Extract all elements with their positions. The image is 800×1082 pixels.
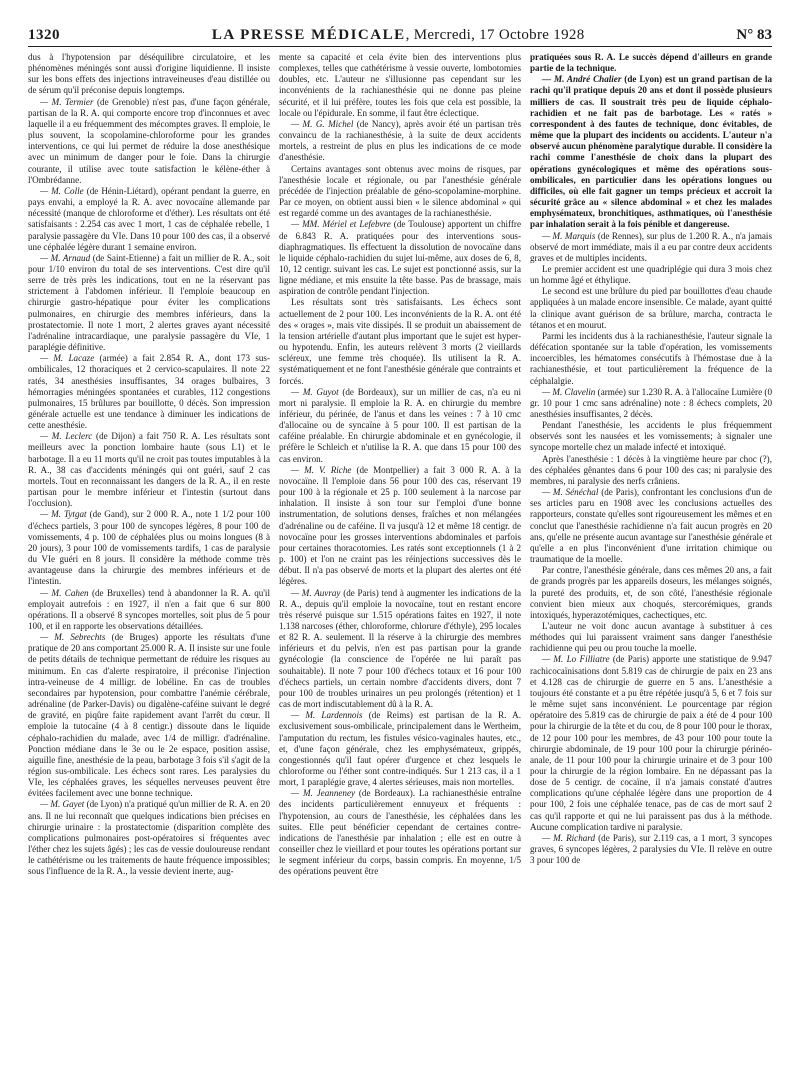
paragraph [279, 710, 521, 788]
paragraph-text: (de Bruges) apporte les résultats d'une pratique de 20 ans comportant 25.000 R. A. Il insiste sur une foule de petits détails de technique permettant de réduire les risques au minimum. En cas d'alerte respiratoire, il préconise l'injection intra-veineuse de 4 milligr. de lobéline. En cas de troubles secondaires par hypotension, pour combattre l'anémie cérébrale, adrénaline (de Parker-Davis) ou digalène-caféine suivant le degré de gravité, en piqûre faite rapidement avant l'arrêt du cœur. Il emploie la tutocaïne (4 à 8 centigr.) dissoute dans le liquide céphalo-rachidien du malade, avec 1/4 de milligr. d'adrénaline. Ponction médiane dans le 3e ou le 2e espace, position assise, aiguille fine, anesthésie de la peau, barbotage 3 fois s'il s'agit de la région sus-ombilicale. Les échecs sont rares. Les paralysies du VIe, les céphalées graves, les séquelles nerveuses peuvent être évitées facilement avec une bonne technique. [28, 632, 270, 799]
paragraph [279, 52, 521, 119]
journal-title: LA PRESSE MÉDICALE [211, 27, 406, 43]
paragraph-text: (de Gand), sur 2 000 R. A., note 1 1/2 pour 100 d'échecs partiels, 3 pour 100 de syncopes légères, 8 pour 100 de vomissements, 4 p. 100 de céphalées plus ou moins longues (8 à 20 jours), 3 pour 100 de vomissements tardifs, 1 cas de paralysie du VIe guéri en 8 jours. Il considère la méthode comme très avantageuse dans la chirurgie des membres inférieurs et de l'intestin. [28, 509, 270, 587]
paragraph-text: Par contre, l'anesthésie générale, dans ces mêmes 20 ans, a fait de grands progrès par les appareils doseurs, les mélanges soignés, la pureté des produits, et, de son côté, l'anesthésie régionale convient bien mieux aux choqués, stercorémiques, grands intoxiqués, hyperazotémiques, cachectiques, etc. [530, 565, 772, 620]
paragraph-text: (de Bordeaux). La rachianesthésie entraîne des incidents particulièrement ennuyeux et fréquents : l'hypotension, au cours de l'anesthésie, les céphalées dans les suites. Elle peut bénéficier cependant de certaines contre-indications de l'anesthésie par inhalation ; elle est en outre à conseiller chez le vieillard et pour toutes les opérations portant sur le segment inférieur du corps, bassin compris. En moyenne, 1/5 des opérations peuvent être [279, 788, 521, 877]
paragraph-text: Le premier accident est une quadriplégie qui dura 3 mois chez un homme âgé et éthylique. [530, 263, 772, 286]
paragraph [530, 286, 772, 331]
speaker-name: — M. Gayet [40, 799, 85, 810]
paragraph [279, 465, 521, 588]
paragraph [28, 799, 270, 877]
column-middle [279, 52, 521, 1072]
paragraph-text: L'auteur ne voit donc aucun avantage à substituer à ces méthodes qui lui paraissent vraiment sans danger l'anesthésie rachidienne qui peu ou prou touche la moelle. [530, 620, 772, 654]
speaker-name: — M. Auvray [291, 587, 341, 598]
issue-number: N° 83 [736, 27, 772, 43]
paragraph-text: (de Hénin-Liétard), opérant pendant la guerre, en pays envahi, a employé la R. A. avec novocaïne allemande par nécessité (manque de chloroforme et d'éther). Les résultats ont été satisfaisants : 2.254 cas avec 1 mort, 1 cas de céphalée rebelle, 1 paralysie passagère du VIe. Dans 10 pour 100 des cas, il a observé une céphalée légère durant 1 semaine environ. [28, 185, 270, 252]
paragraph [279, 164, 521, 220]
paragraph-text: dus à l'hypotension par déséquilibre circulatoire, et les phénomènes méningés sont aussi d'origine liquidienne. Il insiste sur les bons effets des injections intraveineuses d'eau distillée ou de sérum qu'il préconise depuis longtemps. [28, 52, 270, 96]
paragraph-text: Les résultats sont très satisfaisants. Les échecs sont actuellement de 2 pour 100. Les inconvénients de la R. A. ont été des « orages », mais vite dissipés. Il se produit un abaissement de la tension artérielle d'autant plus important que le sujet est hyper- ou hypotendu. Enfin, les auteurs relèvent 3 morts (2 vieillards scléreux, une femme très choquée). Ils utilisent la R. A. systématiquement et ne font l'anesthésie générale que contraints et forcés. [279, 297, 521, 386]
masthead [212, 27, 585, 44]
speaker-name: — M. Marquis [542, 230, 596, 241]
page-number: 1320 [28, 27, 60, 43]
paragraph [28, 353, 270, 431]
paragraph-text: Parmi les incidents dus à la rachianesthésie, l'auteur signale la défécation spontanée sur la table d'opération, les vomissements incoercibles, les hématomes consécutifs à l'hémostase due à la rachianesthésie, et tout particulièrement la fréquence de la céphalalgie. [530, 330, 772, 386]
paragraph-text: (de Bordeaux), sur un millier de cas, n'a eu ni mort ni paralysie. Il emploie la R. A. en chirurgie du membre inférieur, du périnée, de l'anus et dans les veines : 7 à 10 cmc d'allocaïne ou de syncaïne à 5 pour 100. Il est partisan de la caféine préalable. En chirurgie abdominale et en gynécologie, il préfère le Schleich et n'utilise la R. A. que dans 15 pour 100 des cas environ. [279, 386, 521, 464]
speaker-name: — M. Richard [542, 832, 596, 843]
paragraph [530, 621, 772, 654]
paragraph-text: Certains avantages sont obtenus avec moins de risques, par l'anesthésie locale et régionale, ou par l'anesthésie générale précédée de l'injection préalable de géno-scopolamine-morphine. Par ce moyen, on obtient aussi bien « le silence abdominal » qui est regardé comme un des avantages de la rachianesthésie. [279, 163, 521, 219]
speaker-name: — M. Lardennois [291, 710, 363, 721]
article-columns [28, 52, 772, 1072]
column-right [530, 52, 772, 1072]
paragraph-text: (de Paris), sur 2.119 cas, a 1 mort, 3 syncopes graves, 6 syncopes légères, 2 paralysies du VIe. Il relève en outre 3 pour 100 de [530, 832, 772, 866]
speaker-name: — M. Termier [40, 96, 94, 107]
speaker-name: — M. Arnaud [40, 252, 91, 263]
paragraph [28, 97, 270, 186]
paragraph-text: (de Paris), confrontant les conclusions d'un de ses articles paru en 1908 avec les conclusions actuelles des rapporteurs, constate qu'elles sont rigoureusement les mêmes et en conclut que l'anesthésie rachidienne n'a fait aucun progrès en 20 ans, qu'elle ne présente aucun avantage sur l'anesthésie générale et qu'elle a en plus l'inconvénient d'une irritation chimique ou traumatique de la moelle. [530, 487, 772, 565]
speaker-name: — M. Colle [40, 185, 84, 196]
paragraph-text: (armée) a fait 2.854 R. A., dont 173 sus-ombilicales, 12 thoraciques et 2 cervico-scapulaires. Il note 22 ratés, 34 anesthésies insuffisantes, 34 orages bulbaires, 3 hémorragies méningées spontanées et curables, 112 congestions pulmonaires, 15 brûlures par bouillotte, 0 décès. Son impression générale actuelle est une tendance à diminuer les indications de cette anesthésie. [28, 353, 270, 431]
paragraph-text: (de Grenoble) n'est pas, d'une façon générale, partisan de la R. A. qui comporte encore trop d'inconnues et avec laquelle il a eu fréquemment des mécomptes graves. Il emploie, le plus souvent, la scopolamine-chloroforme pour les grandes interventions, ce qui lui permet de réduire la dose anesthésique avec un minimum de danger pour le foie. Dans la chirurgie courante, il utilise avec toute satisfaction le kélène-éther à l'Ombrédanne. [28, 96, 270, 185]
speaker-name: — M. Leclerc [40, 431, 93, 442]
paragraph [279, 219, 521, 297]
paragraph-text: (de Bruxelles) tend à abandonner la R. A. qu'il employait autrefois : en 1927, il n'en a fait que 6 sur 800 opérations. Il a observé 8 syncopes mortelles, soit plus de 5 pour 100, et il en rapporte les observations détaillées. [28, 587, 270, 631]
paragraph-text: (de Paris) tend à augmenter les indications de la R. A., depuis qu'il emploie la novocaïne, tout en restant encore très réservé puisque sur 1.515 opérations faites en 1927, il note 1.138 narcoses (éther, chloroforme, chlorure d'éthyle), 295 locales et 82 R. A. seulement. Il la réserve à la chirurgie des membres inférieurs et du pelvis, n'en est pas partisan pour la grande gynécologie (la conscience de l'opérée ne lui paraît pas souhaitable). Il note 7 pour 100 d'échecs totaux et 16 pour 100 d'échecs partiels, un certain nombre d'accidents divers, dont 7 pour 100 de troubles urinaires un peu prolongés (rétention) et 1 cas de mort indiscutablement dû à la R. A. [279, 587, 521, 710]
paragraph-text: mente sa capacité et cela évite bien des interventions plus complexes, telles que cathétérisme à vessie ouverte, lombotomies doubles, etc. L'auteur ne s'illusionne pas cependant sur les inconvénients de la rachianesthésie qui ne donne pas pleine sécurité, et il lui préfère, toutes les fois que cela est possible, la locale ou l'épidurale. En somme, il faut être éclectique. [279, 52, 521, 118]
speaker-name: — M. Tytgat [40, 509, 87, 520]
speaker-name: — M. Lacaze [40, 353, 95, 364]
speaker-name: — M. Jeanneney [291, 788, 356, 799]
paragraph [530, 264, 772, 286]
paragraph-text: (de Lyon) n'a pratiqué qu'un millier de R. A. en 20 ans. Il ne lui reconnaît que quelques indications bien précises en chirurgie urinaire : la prostatectomie (disparition complète des complications pulmonaires post-opératoires si fréquentes avec l'éther chez les sujets âgés) ; les cas de vessie douloureuse rendant le cathétérisme ou les traitements de haute fréquence impossibles; sous l'influence de la R. A., la vessie devient inerte, aug- [28, 799, 270, 877]
paragraph-text: (de Nancy), après avoir été un partisan très convaincu de la rachianesthésie, à la suite de deux accidents mortels, a restreint de plus en plus les indications de ce mode d'anesthésie. [279, 118, 521, 163]
paragraph [279, 588, 521, 711]
paragraph-text: (de Rennes), sur plus de 1.200 R. A., n'a jamais observé de mort immédiate, mais il a eu par contre deux accidents graves et de multiples incidents. [530, 230, 772, 263]
paragraph [530, 565, 772, 621]
paragraph [279, 387, 521, 465]
paragraph-text: (de Dijon) a fait 750 R. A. Les résultats sont meilleurs avec la ponction lombaire haute (sous L1) et le barbotage. Il a eu 11 morts qu'il ne croit pas toutes imputables à la R. A., 38 cas d'accidents méningés qui ont guéri, sauf 2 cas mortels. Tout en reconnaissant les dangers de la R. A., il en reste partisan pour le membre inférieur et l'intestin (surtout dans l'occlusion). [28, 431, 270, 509]
paragraph-text: Pendant l'anesthésie, les accidents le plus fréquemment observés sont les nausées et les vomissements; à signaler une syncope mortelle chez un malade infecté et intoxiqué. [530, 420, 772, 453]
paragraph [530, 74, 772, 230]
issue-date: , Mercredi, 17 Octobre 1928 [405, 27, 585, 43]
paragraph [530, 420, 772, 453]
paragraph [530, 387, 772, 420]
speaker-name: — M. Sénéchal [542, 487, 599, 498]
speaker-name: — M. Cahen [40, 587, 89, 598]
speaker-name: — M. Guyot [291, 386, 339, 397]
speaker-name: — M. Lo Filliatre [542, 654, 610, 665]
paragraph-text: (de Montpellier) a fait 3 000 R. A. à la novocaïne. Il l'emploie dans 56 pour 100 des cas, réservant 19 pour 100 à la régionale et 25 p. 100 seulement à la narcose par inhalation. Il insiste à son tour sur l'emploi d'une bonne instrumentation, de solutions denses, fraîches et non mélangées d'adrénaline ou de caféine. Il va jusqu'à 12 et même 18 centigr. de novocaïne pour les grosses interventions abdominales et parfois pour certaines thoracotomies. Les ratés sont exceptionnels (1 à 2 p. 100) et l'on ne craint pas les réinjections successives dès le début. Il n'a pas observé de morts et la plupart des alertes ont été légères. [279, 464, 521, 587]
paragraph-text: (armée) sur 1.230 R. A. à l'allocaïne Lumière (0 gr. 10 pour 1 cmc sans adrénaline) note : 8 échecs complets, 20 anesthésies insuffisantes, 2 décès. [530, 386, 772, 419]
paragraph-text: (de Saint-Etienne) a fait un millier de R. A., soit pour 1/10 environ du total de ses interventions. C'est dire qu'il serre de très près les indications, tout en ne la réservant pas strictement à l'abdomen inférieur. Il l'emploie beaucoup en chirurgie gastro-hépatique pour éviter les complications pulmonaires, en chirurgie des membres inférieurs, dans la prostatectomie. Il note 1 mort, 2 alertes graves ayant nécessité l'adrénaline intracardiaque, une paralysie passagère du VIe, 1 paraplégie définitive. [28, 252, 270, 353]
paragraph [530, 833, 772, 866]
page-header [28, 22, 772, 47]
paragraph-text: (de Paris) apporte une statistique de 9.947 rachicocaïnisations dont 5.819 cas de chirurgie de paix en 23 ans et 4.128 cas de chirurgie de guerre en 5 ans. L'anesthésie a toujours été constante et a pu être répétée jusqu'à 5, 6 et 7 fois sur le même sujet sans inconvénient. Le pourcentage par région opératoire des 5.819 cas de chirurgie de paix a été de 4 pour 100 pour la chirurgie de la tête et du cou, de 8 pour 100 pour le thorax, de 12 pour 100 pour les membres, de 43 pour 100 pour toute la chirurgie abdominale, de 19 pour 100 pour la chirurgie périnéo-anale, de 11 pour 100 pour la chirurgie urinaire et de 3 pour 100 pour la chirurgie de la région lombaire. En ne dépassant pas la dose de 5 centigr. de cocaïne, il n'a jamais constaté d'autres complications qu'une céphalée légère dans une proportion de 4 pour 100, 2 fois une céphalée tenace, pas de cas de mort sauf 2 cas qu'il rapporte et qui ne lui paraissent pas dus à la méthode. Aucune complication tardive ni paralysie. [530, 654, 772, 832]
paragraph-text: (de Reims) est partisan de la R. A. exclusivement sous-ombilicale, principalement dans le Wertheim, l'amputation du rectum, les fistules vésico-vaginales hautes, etc., et, d'une façon générale, chez les emphysémateux, grippés, congestionnés qu'il faut opérer d'urgence et chez lesquels le chloroforme ou l'éther sont contre-indiqués. Sur 1 213 cas, il a 1 mort, 1 paraplégie grave, 4 alertes sérieuses, mais non mortelles. [279, 710, 521, 788]
paragraph-text: Le second est une brûlure du pied par bouillottes d'eau chaude appliquées à un malade encore insensible. Ce malade, ayant quitté la clinique avant guérison de sa brûlure, marcha, contracta le tétanos et en mourut. [530, 286, 772, 330]
paragraph-text: pratiquées sous R. A. Le succès dépend d'ailleurs en grande partie de la technique. [530, 52, 772, 74]
paragraph [28, 588, 270, 633]
column-left [28, 52, 270, 1072]
paragraph [28, 431, 270, 509]
paragraph [279, 788, 521, 877]
paragraph [530, 52, 772, 74]
paragraph [530, 487, 772, 565]
paragraph [28, 632, 270, 799]
speaker-name: — M. Sebrechts [40, 632, 106, 643]
paragraph [530, 231, 772, 264]
paragraph-text: (de Toulouse) apportent un chiffre de 6.843 R. A. pratiquées pour des interventions sous-diaphragmatiques. Ils effectuent la dissolution de novocaïne dans le liquide céphalo-rachidien du sujet lui-même, aux doses de 6, 8, 10, 12 centigr. suivant les cas. Le sujet est ponctionné assis, sur la ligne médiane, et mis ensuite la tête basse. Pas de brassage, mais aspiration de contrôle pendant l'injection. [279, 219, 521, 297]
speaker-name: — MM. Mériel et Lefebvre [291, 219, 391, 230]
paragraph [530, 654, 772, 833]
paragraph [28, 52, 270, 97]
paragraph [279, 297, 521, 386]
paragraph [279, 119, 521, 164]
speaker-name: — M. G. Michel [291, 118, 354, 129]
paragraph [530, 454, 772, 487]
paragraph [28, 509, 270, 587]
paragraph-text: (de Lyon) est un grand partisan de la rachi qu'il pratique depuis 20 ans et dont il possède plusieurs milliers de cas. Il soustrait très peu de liquide céphalo-rachidien et ne fait pas de barbotage. Les « ratés » correspondent à des fautes de technique, donc évitables, de même que la plupart des incidents ou accidents. L'auteur n'a observé aucun phénomène paralytique durable. Il considère la rachi comme l'anesthésie de choix dans la plupart des opérations gynécologiques et même des opérations sous-ombilicales, en particulier dans les opérations longues ou difficiles, où elle fait gagner un temps précieux et accroît la sécurité grâce au « silence abdominal » et chez les malades emphysémateux, bronchitiques, asthmatiques, où l'anesthésie par inhalation serait à la fois pénible et dangereuse. [530, 74, 772, 230]
speaker-name: — M. Clavelin [542, 386, 596, 397]
paragraph [530, 331, 772, 387]
paragraph [28, 253, 270, 353]
speaker-name: — M. V. Riche [291, 464, 352, 475]
speaker-name: — M. André Chalier [542, 74, 622, 85]
paragraph-text: Après l'anesthésie : 1 décès à la vingtième heure par choc (?), des céphalées gênantes dans 6 pour 100 des cas; ni paralysie des membres, ni paralysie des nerfs crâniens. [530, 453, 772, 486]
paragraph [28, 186, 270, 253]
